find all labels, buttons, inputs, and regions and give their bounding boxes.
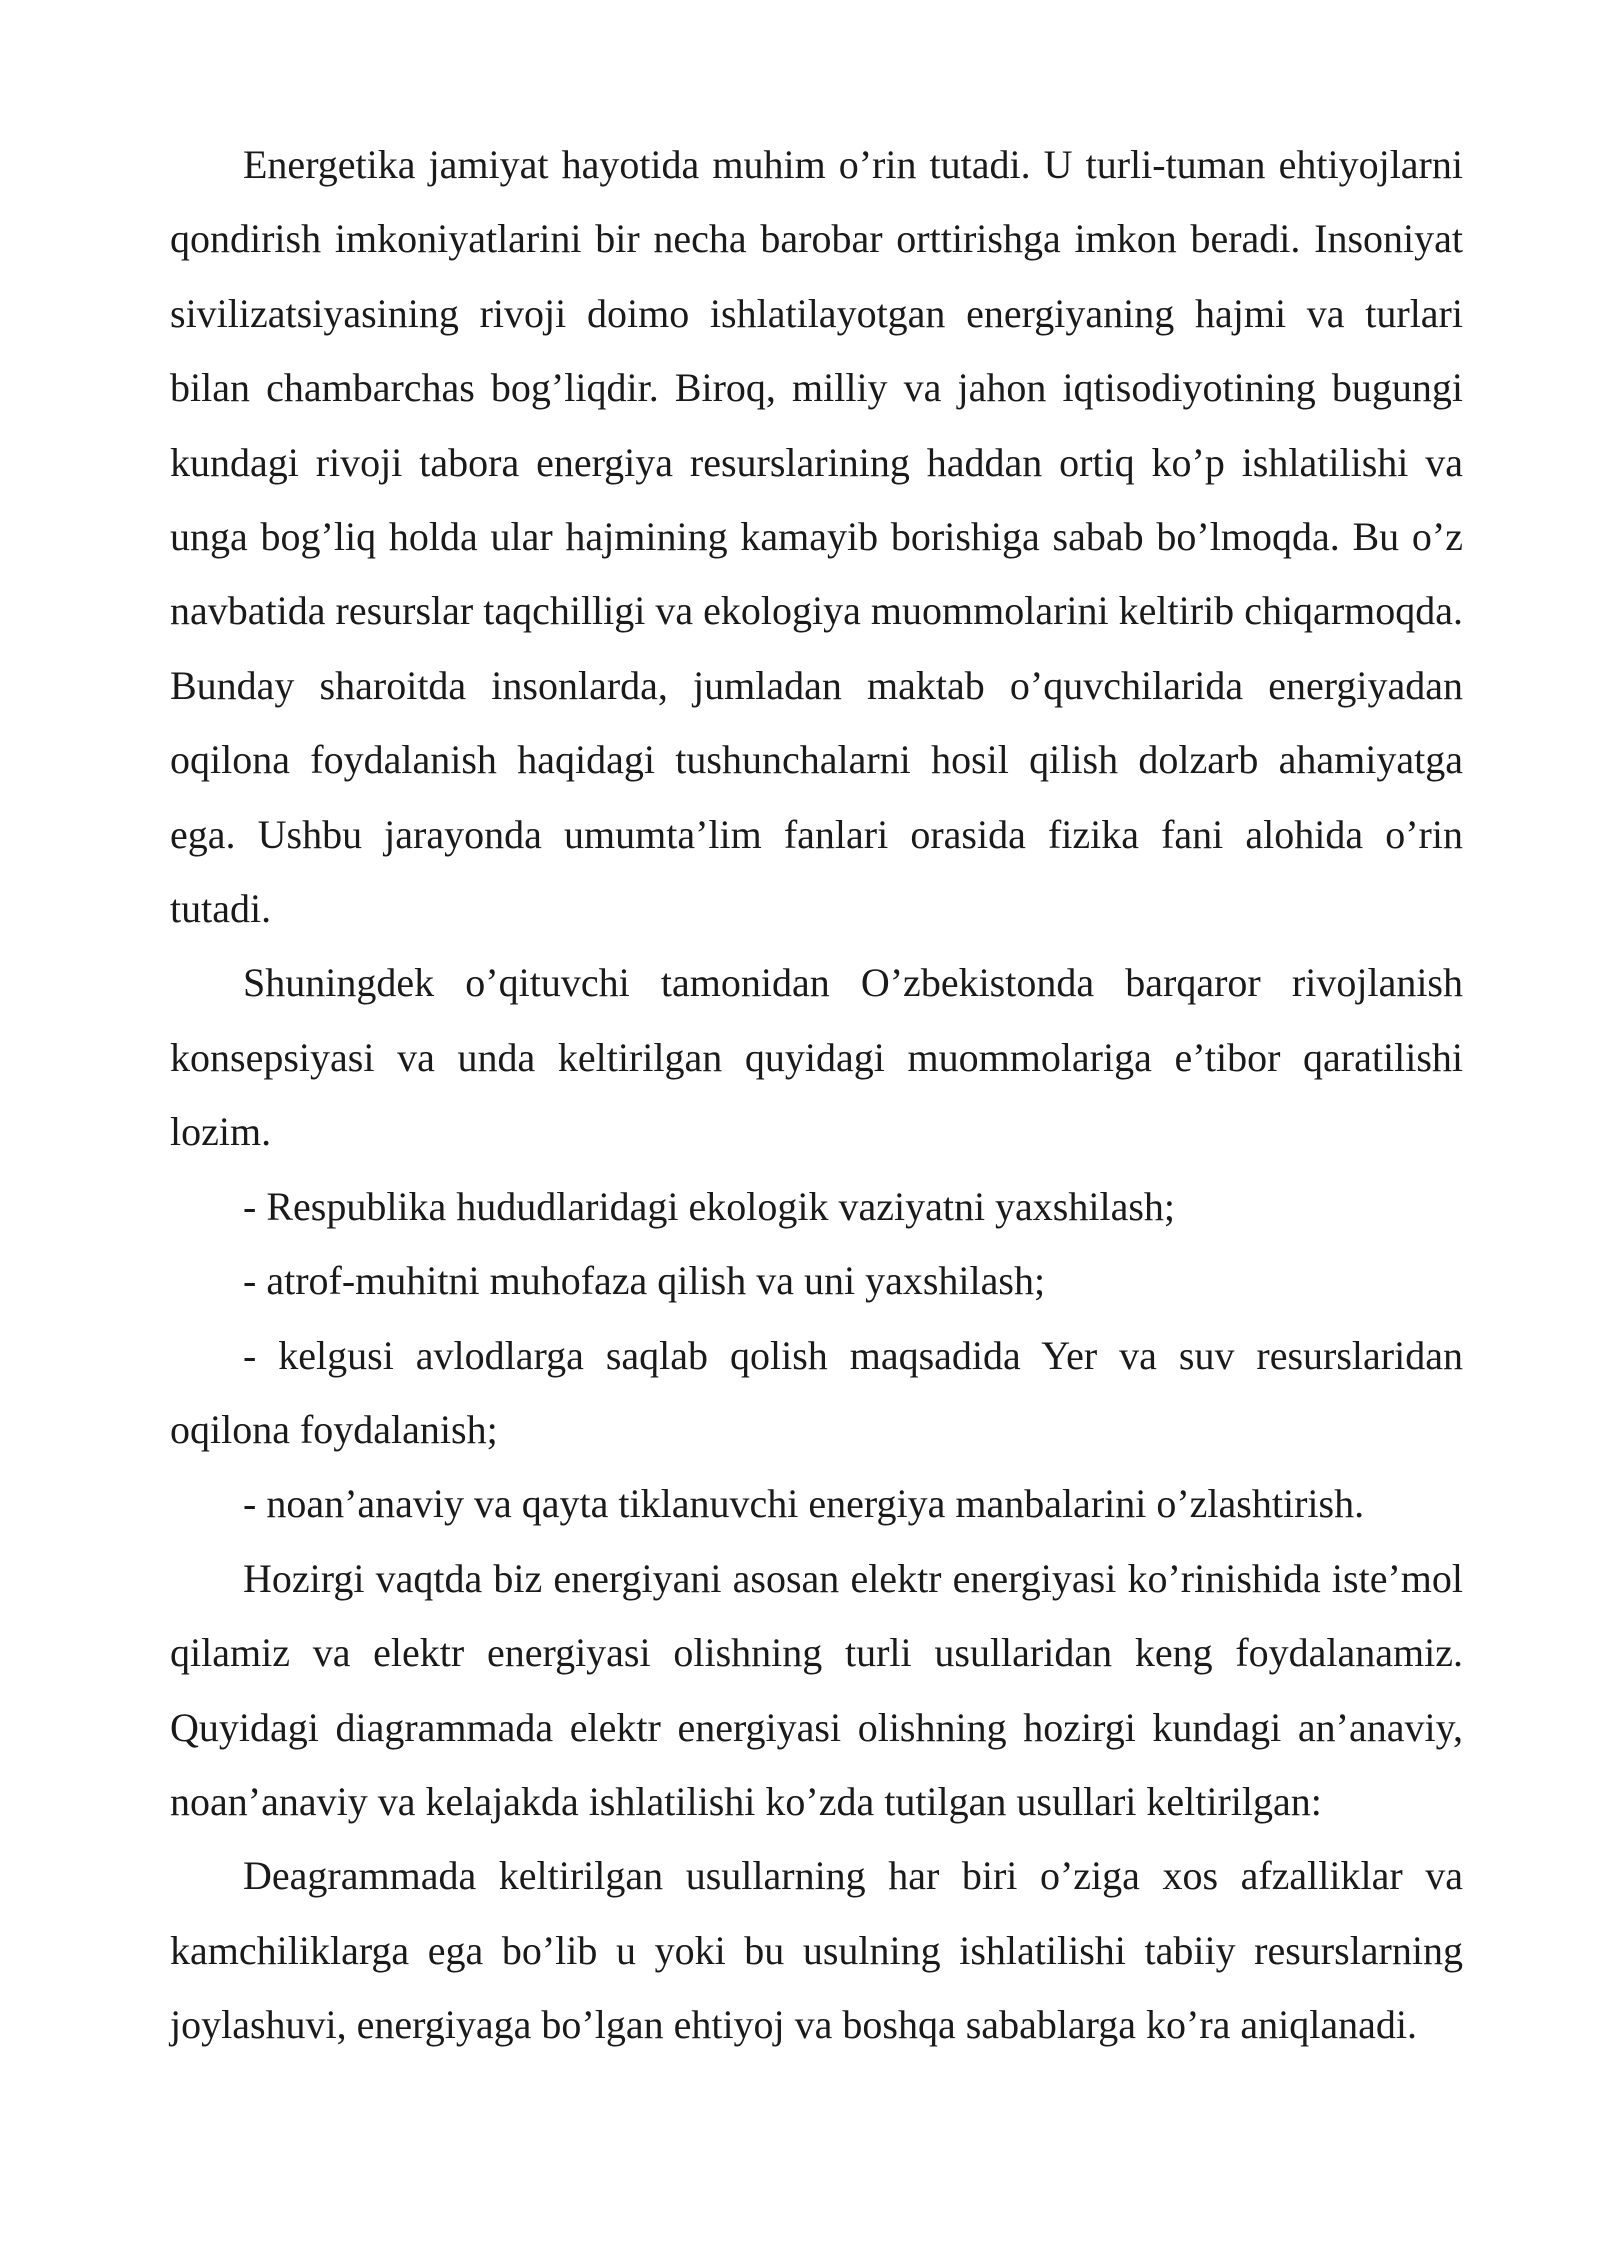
list-item-ekologik: - Respublika hududlaridagi ekologik vaziyatni yaxshilash;	[243, 1183, 1176, 1229]
list-item-atrof-muhit: - atrof-muhitni muhofaza qilish va uni yaxshilash;	[243, 1258, 1046, 1304]
list-item-resurslar: - kelgusi avlodlarga saqlab qolish maqsadida Yer va suv resurslaridan oqilona foydalanish;	[170, 1332, 1463, 1452]
list-item-energiya-manbalari: - noan’anaviy va qayta tiklanuvchi energiya manbalarini o’zlashtirish.	[243, 1481, 1365, 1527]
document-body	[170, 128, 1463, 2063]
paragraph-energetika: Energetika jamiyat hayotida muhim o’rin tutadi. U turli-tuman ehtiyojlarni qondirish imkoniyatlarini bir necha barobar orttirishga imkon beradi. Insoniyat sivilizatsiyasining rivoji doimo ishlatilayotgan energiyaning hajmi va turlari bilan chambarchas bog’liqdir. Biroq, milliy va jahon iqtisodiyotining bugungi kundagi rivoji tabora energiya resurslarining haddan ortiq ko’p ishlatilishi va unga bog’liq holda ular hajmining kamayib borishiga sabab bo’lmoqda. Bu o’z navbatida resurslar taqchilligi va ekologiya muommolarini keltirib chiqarmoqda. Bunday sharoitda insonlarda, jumladan maktab o’quvchilarida energiyadan oqilona foydalanish haqidagi tushunchalarni hosil qilish dolzarb ahamiyatga ega. Ushbu jarayonda umumta’lim fanlari orasida fizika fani alohida o’rin tutadi.	[170, 142, 1463, 932]
paragraph-shuningdek: Shuningdek o’qituvchi tamonidan O’zbekistonda barqaror rivojlanish konsepsiyasi va unda keltirilgan quyidagi muommolariga e’tibor qaratilishi lozim.	[170, 960, 1463, 1155]
paragraph-hozirgi-vaqtda: Hozirgi vaqtda biz energiyani asosan elektr energiyasi ko’rinishida iste’mol qilamiz va elektr energiyasi olishning turli usullaridan keng foydalanamiz. Quyidagi diagrammada elektr energiyasi olishning hozirgi kundagi an’anaviy, noan’anaviy va kelajakda ishlatilishi ko’zda tutilgan usullari keltirilgan:	[170, 1555, 1463, 1824]
paragraph-deagrammada: Deagrammada keltirilgan usullarning har biri o’ziga xos afzalliklar va kamchiliklarga ega bo’lib u yoki bu usulning ishlatilishi tabiiy resurslarning joylashuvi, energiyaga bo’lgan ehtiyoj va boshqa sabablarga ko’ra aniqlanadi.	[170, 1853, 1463, 2048]
